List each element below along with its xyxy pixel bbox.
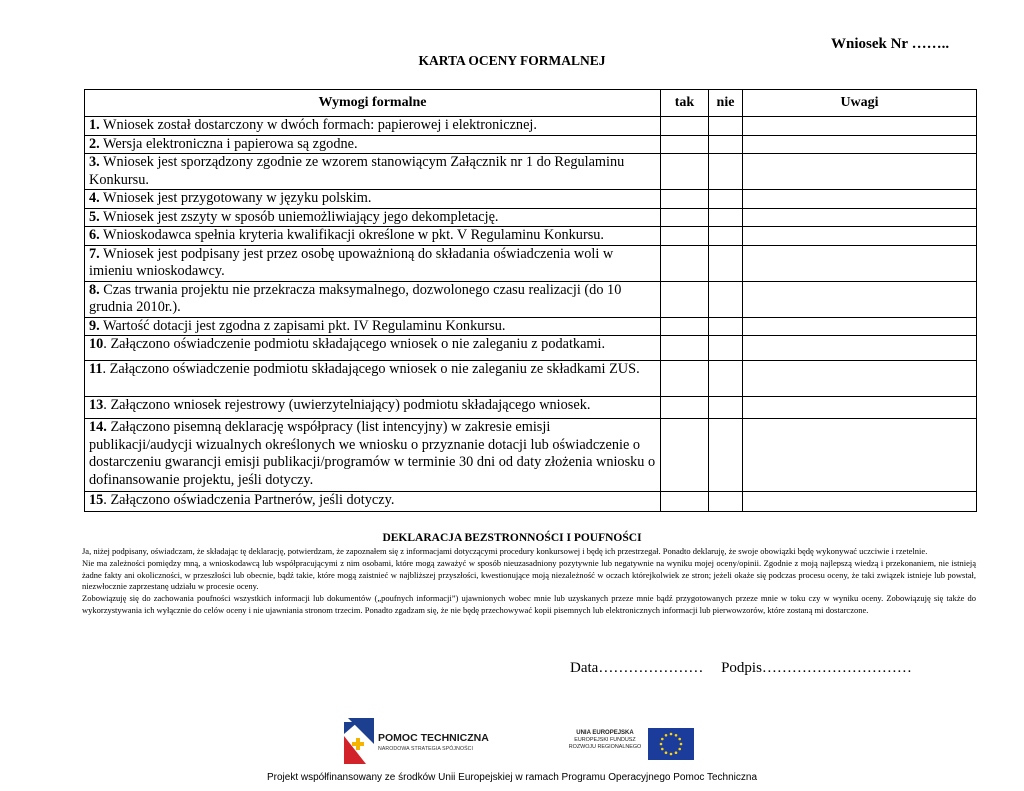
- requirement-text: . Załączono wniosek rejestrowy (uwierzytelniający) podmiotu składającego wniosek.: [103, 397, 591, 413]
- signature-line: [570, 660, 926, 677]
- requirement-number: 11: [89, 361, 103, 377]
- table-row: [85, 281, 977, 317]
- declaration-title: DEKLARACJA BEZSTRONNOŚCI I POUFNOŚCI: [382, 532, 642, 544]
- column-header-yes: tak: [661, 90, 709, 117]
- remarks-cell[interactable]: [743, 397, 977, 419]
- no-cell[interactable]: [709, 190, 743, 209]
- table-row: [85, 190, 977, 209]
- yes-cell[interactable]: [661, 317, 709, 336]
- requirement-text: . Załączono oświadczenie podmiotu składającego wniosek o nie zaleganiu ze składkami ZUS.: [102, 361, 640, 377]
- requirement-cell: [85, 117, 661, 136]
- requirement-number: 3.: [89, 154, 100, 170]
- pomoc-techniczna-logo: [344, 718, 496, 764]
- table-row: [85, 492, 977, 512]
- no-cell[interactable]: [709, 317, 743, 336]
- no-cell[interactable]: [709, 419, 743, 492]
- requirement-text: Czas trwania projektu nie przekracza maksymalnego, dozwolonego czasu realizacji (do 10 grudnia 2010r.).: [89, 281, 622, 315]
- requirement-number: 2.: [89, 135, 100, 152]
- requirement-cell: [85, 281, 661, 317]
- no-cell[interactable]: [709, 361, 743, 397]
- yes-cell[interactable]: [661, 227, 709, 246]
- application-number: Wniosek Nr ……..: [831, 36, 950, 52]
- no-cell[interactable]: [709, 208, 743, 227]
- remarks-cell[interactable]: [743, 117, 977, 136]
- requirement-text: Wniosek jest przygotowany w języku polskim.: [99, 190, 372, 206]
- column-header-no: nie: [709, 90, 743, 117]
- declaration-paragraph: Zobowiązuję się do zachowania poufności wszystkich informacji lub dokumentów („poufnych informacji”) ujawnionych wobec mnie lub uzyskanych przeze mnie bądź przygotowanych przeze mnie w toku czy w wyniku oceny. Zobowiązuję się także do wykorzystywania ich wyłącznie do celów oceny i nie ujawniania stronom trzecim. Ponadto zgadzam się, że nie będę przechowywać kopii pisemnych lub elektronicznych informacji lub pierwowzorów, które zostaną mi dostarczone.: [82, 593, 976, 615]
- table-row: [85, 361, 977, 397]
- requirement-cell: [85, 361, 661, 397]
- requirement-number: 15: [89, 492, 104, 508]
- remarks-cell[interactable]: [743, 361, 977, 397]
- eu-line-1: UNIA EUROPEJSKA: [576, 730, 634, 736]
- yes-cell[interactable]: [661, 245, 709, 281]
- requirement-cell: [85, 492, 661, 512]
- yes-cell[interactable]: [661, 492, 709, 512]
- remarks-cell[interactable]: [743, 190, 977, 209]
- yes-cell[interactable]: [661, 154, 709, 190]
- requirement-cell: [85, 397, 661, 419]
- requirement-text: Wniosek jest podpisany jest przez osobę upoważnioną do składania oświadczenia woli w imieniu wnioskodawcy.: [89, 245, 614, 279]
- remarks-cell[interactable]: [743, 281, 977, 317]
- requirement-text: Wersja elektroniczna i papierowa są zgodne.: [99, 135, 358, 152]
- signature-field[interactable]: Podpis…………………………: [721, 660, 912, 676]
- requirement-cell: [85, 190, 661, 209]
- page-title: KARTA OCENY FORMALNEJ: [418, 53, 606, 68]
- table-header-row: [85, 90, 977, 117]
- remarks-cell[interactable]: [743, 317, 977, 336]
- no-cell[interactable]: [709, 281, 743, 317]
- requirement-cell: [85, 135, 661, 154]
- requirement-number: 14.: [89, 419, 107, 435]
- no-cell[interactable]: [709, 492, 743, 512]
- requirement-cell: [85, 208, 661, 227]
- remarks-cell[interactable]: [743, 227, 977, 246]
- logo-subtitle: NARODOWA STRATEGIA SPÓJNOŚCI: [378, 746, 474, 752]
- requirement-cell: [85, 419, 661, 492]
- requirement-cell: [85, 317, 661, 336]
- no-cell[interactable]: [709, 117, 743, 136]
- requirement-text: . Załączono oświadczenia Partnerów, jeśli dotyczy.: [103, 492, 395, 508]
- table-row: [85, 117, 977, 136]
- requirement-number: 10: [89, 336, 104, 352]
- remarks-cell[interactable]: [743, 336, 977, 361]
- yes-cell[interactable]: [661, 419, 709, 492]
- requirement-cell: [85, 154, 661, 190]
- yes-cell[interactable]: [661, 208, 709, 227]
- requirement-number: 1.: [89, 117, 100, 133]
- table-row: [85, 397, 977, 419]
- remarks-cell[interactable]: [743, 208, 977, 227]
- requirement-number: 5.: [89, 208, 100, 225]
- column-header-requirements: Wymogi formalne: [85, 90, 661, 117]
- logo-title: POMOC TECHNICZNA: [378, 732, 489, 744]
- column-header-remarks: Uwagi: [743, 90, 977, 117]
- remarks-cell[interactable]: [743, 135, 977, 154]
- no-cell[interactable]: [709, 135, 743, 154]
- eu-flag-icon: [648, 728, 694, 760]
- remarks-cell[interactable]: [743, 492, 977, 512]
- requirement-text: . Załączono oświadczenie podmiotu składającego wniosek o nie zaleganiu z podatkami.: [103, 336, 606, 352]
- yes-cell[interactable]: [661, 361, 709, 397]
- remarks-cell[interactable]: [743, 419, 977, 492]
- table-row: [85, 419, 977, 492]
- table-row: [85, 154, 977, 190]
- remarks-cell[interactable]: [743, 245, 977, 281]
- requirements-table: [84, 89, 977, 512]
- table-row: [85, 227, 977, 246]
- eu-line-3: ROZWOJU REGIONALNEGO: [568, 744, 642, 750]
- requirement-text: Wniosek jest sporządzony zgodnie ze wzorem stanowiącym Załącznik nr 1 do Regulaminu Konkursu.: [89, 154, 625, 188]
- declaration-body: [82, 546, 976, 617]
- yes-cell[interactable]: [661, 397, 709, 419]
- yes-cell[interactable]: [661, 336, 709, 361]
- requirement-number: 8.: [89, 281, 100, 298]
- no-cell[interactable]: [709, 245, 743, 281]
- table-row: [85, 336, 977, 361]
- no-cell[interactable]: [709, 336, 743, 361]
- eu-line-2: EUROPEJSKI FUNDUSZ: [574, 737, 636, 743]
- requirement-cell: [85, 245, 661, 281]
- requirement-number: 13: [89, 397, 104, 413]
- yes-cell[interactable]: [661, 281, 709, 317]
- table-row: [85, 135, 977, 154]
- remarks-cell[interactable]: [743, 154, 977, 190]
- eu-logo: [568, 726, 698, 764]
- requirement-number: 9.: [89, 317, 100, 334]
- declaration-paragraph: Nie ma zależności pomiędzy mną, a wnioskodawcą lub współpracującymi z nim osobami, które mogą zaważyć w sposób nieuzasadniony pozytywnie lub negatywnie na wyniku mojej oceny/opinii. Zgodnie z moją najlepszą wiedzą i przekonaniem, nie istnieją żadne fakty ani okoliczności, w przeszłości lub obecnie, bądź takie, które mogą zaistnieć w najbliższej przyszłości, kwestionujące moją niezależność w oczach którejkolwiek ze stron; jeżeli okaże się podczas procesu oceny, że taki związek istnieje lub powstał, niezwłocznie zaprzestanę udziału w procesie oceny.: [82, 557, 976, 592]
- yes-cell[interactable]: [661, 117, 709, 136]
- table-row: [85, 208, 977, 227]
- requirement-text: Wnioskodawca spełnia kryteria kwalifikacji określone w pkt. V Regulaminu Konkursu.: [99, 227, 604, 243]
- requirement-text: Wartość dotacji jest zgodna z zapisami pkt. IV Regulaminu Konkursu.: [99, 317, 506, 334]
- table-row: [85, 317, 977, 336]
- requirement-cell: [85, 227, 661, 246]
- requirement-cell: [85, 336, 661, 361]
- requirement-text: Załączono pisemną deklarację współpracy (list intencyjny) w zakresie emisji publikacji/audycji wizualnych określonych we wniosku o przyznanie dotacji lub oświadczenie o dostarczeniu gwarancji emisji publikacji/programów w terminie 30 dni od daty złożenia wniosku o dofinansowanie projektu, jeśli dotyczy.: [89, 419, 656, 488]
- requirement-number: 6.: [89, 227, 100, 243]
- declaration-paragraph: Ja, niżej podpisany, oświadczam, że składając tę deklarację, potwierdzam, że zapoznałem się z informacjami dotyczącymi procedury konkursowej i będę ich przestrzegał. Ponadto deklaruję, że swoje obowiązki będę wykonywać uczciwie i rzetelnie.: [82, 546, 928, 556]
- no-cell[interactable]: [709, 227, 743, 246]
- requirements-body: [85, 117, 977, 512]
- requirement-text: Wniosek został dostarczony w dwóch formach: papierowej i elektronicznej.: [99, 117, 537, 133]
- requirement-number: 7.: [89, 245, 100, 262]
- footer-note: Projekt współfinansowany ze środków Unii Europejskiej w ramach Programu Operacyjnego Pomoc Techniczna: [266, 772, 758, 783]
- pomoc-techniczna-emblem-icon: [344, 718, 376, 764]
- table-row: [85, 245, 977, 281]
- requirement-text: Wniosek jest zszyty w sposób uniemożliwiający jego dekompletację.: [99, 208, 499, 225]
- no-cell[interactable]: [709, 397, 743, 419]
- date-field[interactable]: Data…………………: [570, 660, 704, 676]
- yes-cell[interactable]: [661, 190, 709, 209]
- yes-cell[interactable]: [661, 135, 709, 154]
- requirement-number: 4.: [89, 190, 100, 206]
- no-cell[interactable]: [709, 154, 743, 190]
